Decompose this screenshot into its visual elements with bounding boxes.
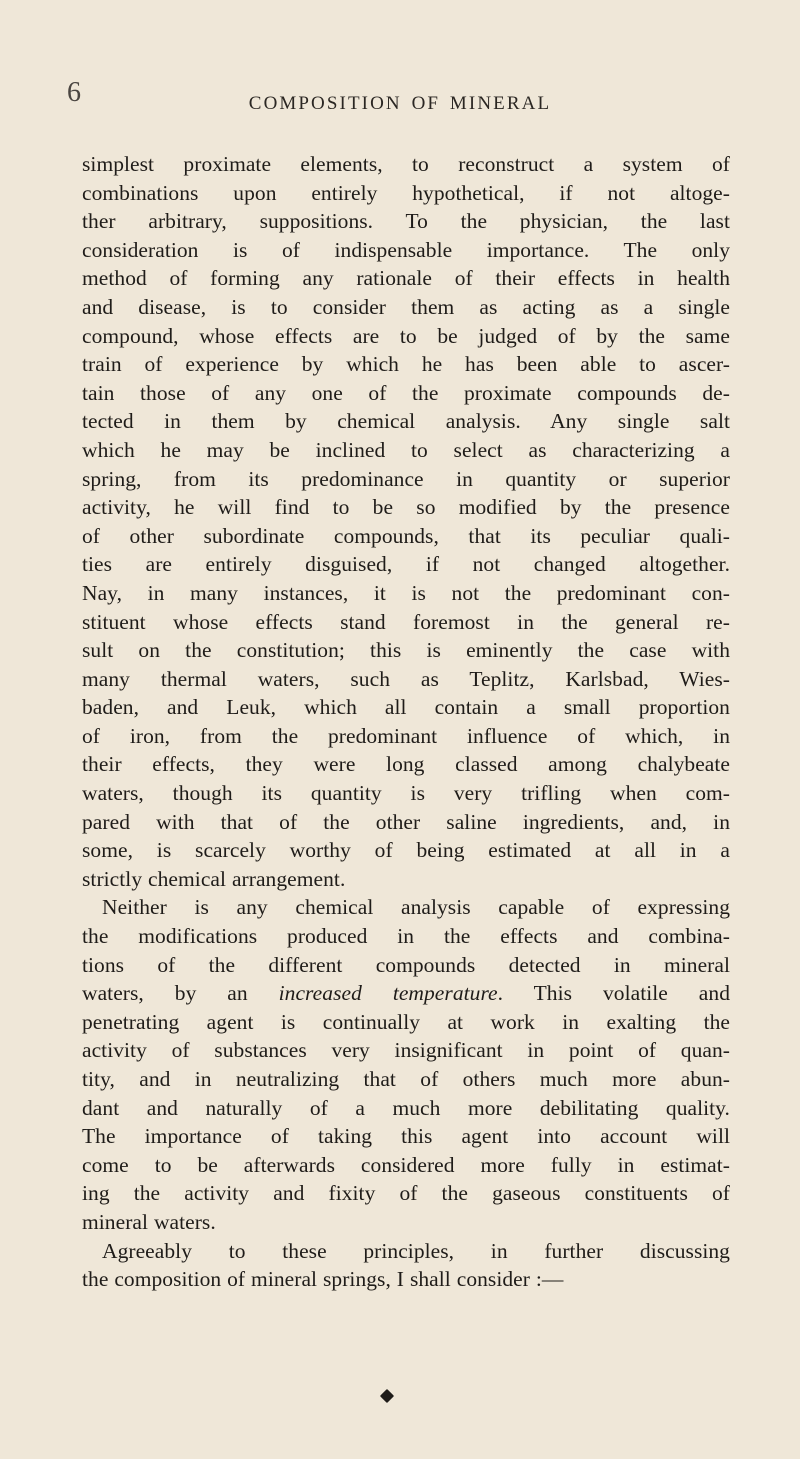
text-line: activity, he will find to be so modified by the presence [82,495,730,520]
emphasized-text: increased temperature [278,981,498,1006]
text-line: mineral waters. [82,1209,216,1234]
text-line: The importance of taking this agent into account will [82,1124,730,1149]
text-line: many thermal waters, such as Teplitz, Karlsbad, Wies- [82,666,730,691]
text-line: simplest proximate elements, to reconstruct a system of [82,152,730,176]
text-line: of other subordinate compounds, that its peculiar quali- [82,523,730,548]
text-line: strictly chemical arrangement. [82,866,346,891]
text-line: compound, whose effects are to be judged of by the same [82,323,730,348]
text-line: dant and naturally of a much more debilitating quality. [82,1095,730,1120]
text-line: penetrating agent is continually at work in exalting the [82,1009,730,1034]
text-line-with-emphasis [82,979,730,1008]
text-line: Neither is any chemical analysis capable of expressing [102,895,730,920]
page-number: 6 [67,77,81,108]
text-line: the modifications produced in the effects and combina- [82,924,730,949]
text-line: activity of substances very insignificant in point of quan- [82,1038,730,1063]
text-line: come to be afterwards considered more fully in estimat- [82,1152,730,1177]
text-line: Agreeably to these principles, in further discussing [102,1238,730,1263]
text-line: and disease, is to consider them as acting as a single [82,294,730,319]
text-segment: waters, by an [82,981,279,1006]
text-line: train of experience by which he has been able to ascer- [82,352,730,377]
text-line: which he may be inclined to select as characterizing a [82,437,730,462]
text-line: ing the activity and fixity of the gaseous constituents of [82,1181,730,1206]
text-line: Nay, in many instances, it is not the predominant con- [82,580,730,605]
text-line: method of forming any rationale of their effects in health [82,266,730,291]
text-line: consideration is of indispensable importance. The only [82,237,730,262]
text-line: spring, from its predominance in quantity or superior [82,466,730,491]
text-line: baden, and Leuk, which all contain a small proportion [82,695,730,720]
body-text [82,150,730,1294]
text-line: the composition of mineral springs, I shall consider :— [82,1267,564,1292]
text-line: tity, and in neutralizing that of others much more abun- [82,1067,730,1091]
text-line: pared with that of the other saline ingredients, and, in [82,809,730,834]
text-line: tected in them by chemical analysis. Any single salt [82,409,730,434]
text-line: sult on the constitution; this is eminently the case with [82,638,730,663]
text-line: some, is scarcely worthy of being estimated at all in a [82,838,730,863]
text-line: tions of the different compounds detected in mineral [82,952,730,977]
text-segment: . This volatile and [497,981,730,1006]
text-line: tain those of any one of the proximate compounds de- [82,380,730,405]
text-line: waters, though its quantity is very trifling when com- [82,781,730,806]
text-line: stituent whose effects stand foremost in the general re- [82,609,730,634]
text-line: combinations upon entirely hypothetical, if not altoge- [82,180,730,205]
text-line: their effects, they were long classed among chalybeate [82,752,730,777]
text-line: ties are entirely disguised, if not changed altogether. [82,552,730,577]
text-line: ther arbitrary, suppositions. To the physician, the last [82,209,730,234]
diamond-ornament-icon [380,1389,394,1403]
running-head: COMPOSITION OF MINERAL [248,93,552,114]
text-line: of iron, from the predominant influence of which, in [82,723,730,748]
